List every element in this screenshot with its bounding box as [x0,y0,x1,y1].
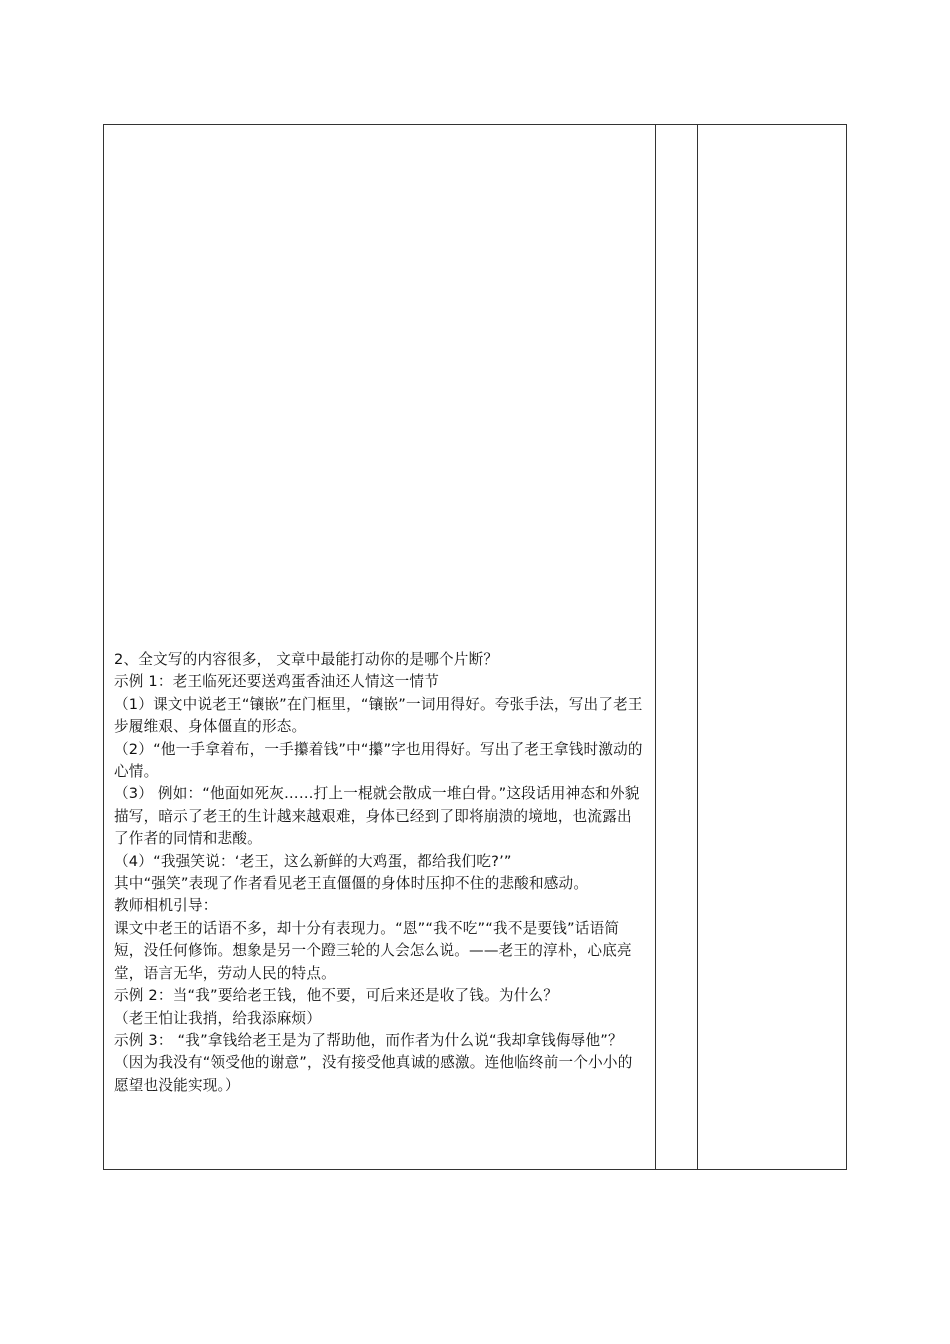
example-2: 示例 2：当“我”要给老王钱，他不要，可后来还是收了钱。为什么？ [114,987,559,1005]
analysis-point-2: （2）“他一手拿着布，一手攥着钱”中“攥”字也用得好。写出了老王拿钱时激动的心情。 [114,740,643,781]
teacher-guidance-text: 课文中老王的话语不多，却十分有表现力。“恩”“我不吃”“我不是要钱”话语简短，没任何修饰。想象是另一个蹬三轮的人会怎么说。——老王的淳朴，心底亮堂，语言无华，劳动人民的特点。 [114,919,632,982]
column-divider [655,125,656,1169]
analysis-point-4: （4）“我强笑说：‘老王，这么新鲜的大鸡蛋，都给我们吃?’” [114,852,512,870]
example-3: 示例 3： “我”拿钱给老王是为了帮助他，而作者为什么说“我却拿钱侮辱他”？（因为我没有“领受他的谢意”，没有接受他真诚的感激。连他临终前一个小小的愿望也没能实现。） [114,1031,633,1094]
column-divider [697,125,698,1169]
question-heading: 2、全文写的内容很多， 文章中最能打动你的是哪个片断？ [114,651,499,668]
analysis-point-4-explanation: 其中“强笑”表现了作者看见老王直僵僵的身体时压抑不住的悲酸和感动。 [114,875,589,893]
lesson-table [103,124,847,1170]
example-1-title: 示例 1：老王临死还要送鸡蛋香油还人情这一情节 [114,673,439,691]
analysis-point-1: （1）课文中说老王“镶嵌”在门框里，“镶嵌”一词用得好。夸张手法，写出了老王步履维艰、身体僵直的形态。 [114,695,643,736]
teacher-guidance-heading: 教师相机引导： [114,897,218,915]
lesson-content-cell [114,649,646,1097]
analysis-point-3: （3） 例如：“他面如死灰……打上一棍就会散成一堆白骨。”这段话用神态和外貌描写，暗示了老王的生计越来越艰难，身体已经到了即将崩溃的境地，也流露出了作者的同情和悲酸。 [114,785,640,848]
example-2-answer: （老王怕让我捎，给我添麻烦） [114,1009,322,1027]
